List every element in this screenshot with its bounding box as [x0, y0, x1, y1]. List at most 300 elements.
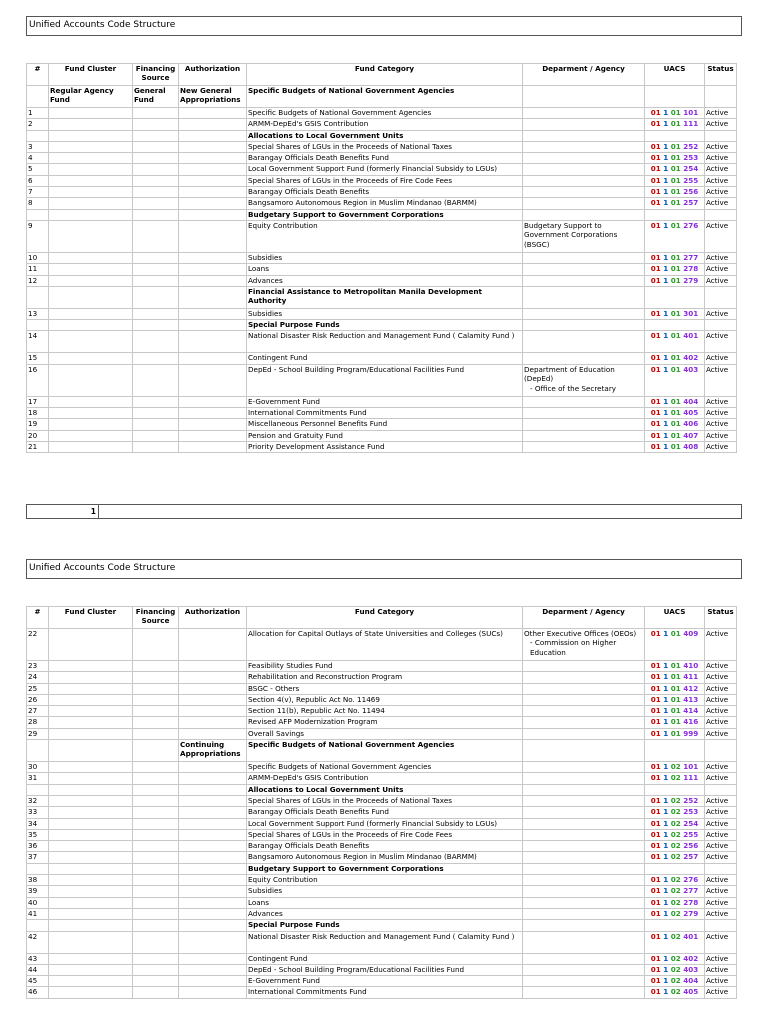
col-header-num: #	[27, 607, 49, 629]
financing-source-cell	[133, 430, 179, 441]
uacs-segment: 01	[650, 706, 661, 716]
uacs-code	[645, 897, 705, 908]
financing-source-cell	[133, 364, 179, 396]
uacs-segment: 1	[663, 264, 669, 274]
uacs-segment: 278	[683, 897, 699, 907]
uacs-segment: 01	[650, 672, 661, 682]
uacs-segment: 01	[650, 908, 661, 918]
authorization-cell	[179, 331, 247, 353]
status-cell: Active	[705, 264, 737, 275]
fund-cluster-cell	[49, 220, 133, 252]
uacs-code	[645, 198, 705, 209]
uacs-segment: 414	[683, 706, 699, 716]
category-heading: Budgetary Support to Government Corporations	[247, 209, 523, 220]
uacs-code	[645, 629, 705, 661]
financing-source-cell	[133, 807, 179, 818]
category-heading: Special Purpose Funds	[247, 920, 523, 931]
department-text: Other Executive Offices (OEOs)	[524, 629, 637, 638]
status-cell: Active	[705, 728, 737, 739]
financing-source-cell	[133, 897, 179, 908]
uacs-segment: 1	[663, 141, 669, 151]
department-text: Budgetary Support to Government Corporations (BSGC)	[524, 220, 618, 249]
uacs-segment: 411	[683, 672, 699, 682]
fund-category-cell: Special Shares of LGUs in the Proceeds of National Taxes	[247, 795, 523, 806]
uacs-segment: 277	[683, 252, 699, 262]
financing-source-cell: General Fund	[133, 86, 179, 108]
uacs-segment: 1	[663, 419, 669, 429]
uacs-segment: 02	[670, 953, 681, 963]
fund-cluster-cell	[49, 130, 133, 141]
page-2-title: Unified Accounts Code Structure	[26, 559, 742, 579]
department-cell	[523, 141, 645, 152]
fund-category-cell: Advances	[247, 275, 523, 286]
row-number: 2	[27, 119, 49, 130]
department-cell	[523, 419, 645, 430]
department-cell	[523, 795, 645, 806]
table-row	[27, 964, 737, 975]
row-number	[27, 740, 49, 762]
row-number: 13	[27, 308, 49, 319]
financing-source-cell	[133, 353, 179, 364]
uacs-segment: 1	[663, 408, 669, 418]
authorization-cell	[179, 320, 247, 331]
table-row	[27, 987, 737, 998]
uacs-segment: 1	[663, 908, 669, 918]
fund-category-cell: Section 11(b), Republic Act No. 11494	[247, 706, 523, 717]
uacs-segment: 01	[650, 175, 661, 185]
fund-category-cell: National Disaster Risk Reduction and Management Fund ( Calamity Fund )	[247, 931, 523, 953]
financing-source-cell	[133, 396, 179, 407]
uacs-code	[645, 408, 705, 419]
uacs-segment: 01	[650, 875, 661, 885]
uacs-code	[645, 119, 705, 130]
row-number: 25	[27, 683, 49, 694]
uacs-code	[645, 706, 705, 717]
authorization-cell	[179, 920, 247, 931]
uacs-segment: 252	[683, 141, 699, 151]
status-cell: Active	[705, 964, 737, 975]
status-cell: Active	[705, 441, 737, 452]
uacs-segment: 01	[670, 629, 681, 638]
fund-category-cell: Feasibility Studies Fund	[247, 661, 523, 672]
uacs-segment: 279	[683, 275, 699, 285]
department-cell	[523, 198, 645, 209]
uacs-segment: 404	[683, 976, 699, 986]
fund-cluster-cell	[49, 175, 133, 186]
uacs-code	[645, 164, 705, 175]
uacs-segment: 1	[663, 683, 669, 693]
uacs-segment: 01	[670, 396, 681, 406]
table-row	[27, 264, 737, 275]
uacs-code	[645, 275, 705, 286]
uacs-code	[645, 108, 705, 119]
authorization-cell	[179, 153, 247, 164]
authorization-cell	[179, 897, 247, 908]
financing-source-cell	[133, 331, 179, 353]
department-cell	[523, 396, 645, 407]
uacs-segment: 01	[670, 108, 681, 117]
uacs-segment: 255	[683, 829, 699, 839]
table-row	[27, 308, 737, 319]
authorization-cell	[179, 717, 247, 728]
financing-source-cell	[133, 875, 179, 886]
row-number	[27, 863, 49, 874]
uacs-segment: 02	[670, 987, 681, 997]
authorization-cell	[179, 419, 247, 430]
uacs-segment: 01	[650, 108, 661, 117]
uacs-code	[645, 784, 705, 795]
status-cell: Active	[705, 187, 737, 198]
fund-category-cell: Equity Contribution	[247, 220, 523, 252]
uacs-segment: 01	[670, 353, 681, 363]
uacs-segment: 01	[650, 153, 661, 163]
status-cell: Active	[705, 364, 737, 396]
uacs-segment: 1	[663, 852, 669, 862]
uacs-segment: 02	[670, 829, 681, 839]
uacs-segment: 403	[683, 364, 699, 374]
uacs-segment: 01	[650, 807, 661, 817]
fund-category-cell: Loans	[247, 264, 523, 275]
financing-source-cell	[133, 706, 179, 717]
uacs-segment: 1	[663, 672, 669, 682]
fund-cluster-cell: Regular Agency Fund	[49, 86, 133, 108]
category-heading-row	[27, 209, 737, 220]
uacs-segment: 01	[670, 153, 681, 163]
authorization-cell	[179, 762, 247, 773]
uacs-segment: 402	[683, 353, 699, 363]
category-heading: Budgetary Support to Government Corporations	[247, 863, 523, 874]
financing-source-cell	[133, 408, 179, 419]
financing-source-cell	[133, 795, 179, 806]
uacs-segment: 01	[650, 694, 661, 704]
uacs-code	[645, 964, 705, 975]
fund-cluster-cell	[49, 441, 133, 452]
fund-cluster-cell	[49, 198, 133, 209]
fund-category-cell: Special Shares of LGUs in the Proceeds of Fire Code Fees	[247, 175, 523, 186]
financing-source-cell	[133, 264, 179, 275]
fund-cluster-cell	[49, 141, 133, 152]
status-cell: Active	[705, 396, 737, 407]
row-number: 44	[27, 964, 49, 975]
department-cell	[523, 728, 645, 739]
financing-source-cell	[133, 153, 179, 164]
fund-cluster-cell	[49, 976, 133, 987]
authorization-cell	[179, 829, 247, 840]
authorization-cell	[179, 209, 247, 220]
uacs-segment: 276	[683, 875, 699, 885]
uacs-segment: 01	[650, 762, 661, 772]
uacs-segment: 1	[663, 164, 669, 174]
category-heading: Special Purpose Funds	[247, 320, 523, 331]
status-cell	[705, 920, 737, 931]
department-cell	[523, 886, 645, 897]
row-number: 40	[27, 897, 49, 908]
row-number	[27, 130, 49, 141]
table-row	[27, 728, 737, 739]
uacs-segment: 01	[650, 976, 661, 986]
table-row	[27, 875, 737, 886]
financing-source-cell	[133, 441, 179, 452]
uacs-code	[645, 976, 705, 987]
uacs-segment: 01	[670, 331, 681, 341]
uacs-segment: 01	[650, 419, 661, 429]
uacs-segment: 01	[650, 897, 661, 907]
department-cell	[523, 784, 645, 795]
financing-source-cell	[133, 908, 179, 919]
authorization-cell	[179, 187, 247, 198]
uacs-segment: 02	[670, 773, 681, 783]
uacs-segment: 01	[650, 683, 661, 693]
table-row	[27, 364, 737, 396]
fund-cluster-cell	[49, 875, 133, 886]
col-header-authorization: Authorization	[179, 607, 247, 629]
uacs-segment: 405	[683, 408, 699, 418]
uacs-code	[645, 141, 705, 152]
fund-cluster-cell	[49, 953, 133, 964]
row-number: 30	[27, 762, 49, 773]
department-cell	[523, 320, 645, 331]
table-row	[27, 164, 737, 175]
fund-category-cell: Advances	[247, 908, 523, 919]
category-heading-row	[27, 286, 737, 308]
financing-source-cell	[133, 286, 179, 308]
table-row	[27, 629, 737, 661]
authorization-cell	[179, 108, 247, 119]
fund-category-cell: E-Government Fund	[247, 976, 523, 987]
uacs-segment: 1	[663, 364, 669, 374]
uacs-segment: 101	[683, 762, 699, 772]
authorization-cell	[179, 130, 247, 141]
table-row	[27, 141, 737, 152]
uacs-segment: 01	[670, 364, 681, 374]
fund-cluster-cell	[49, 419, 133, 430]
uacs-segment: 111	[683, 773, 699, 783]
table-row	[27, 220, 737, 252]
uacs-code	[645, 153, 705, 164]
authorization-cell	[179, 706, 247, 717]
fund-cluster-cell	[49, 897, 133, 908]
uacs-segment: 410	[683, 661, 699, 670]
table-row	[27, 976, 737, 987]
uacs-segment: 01	[670, 119, 681, 129]
uacs-code	[645, 672, 705, 683]
authorization-cell	[179, 396, 247, 407]
table-row	[27, 353, 737, 364]
col-header-num: #	[27, 64, 49, 86]
fund-cluster-cell	[49, 353, 133, 364]
fund-cluster-cell	[49, 728, 133, 739]
row-number: 19	[27, 419, 49, 430]
row-number: 29	[27, 728, 49, 739]
uacs-segment: 01	[650, 773, 661, 783]
fund-cluster-cell	[49, 886, 133, 897]
uacs-segment: 01	[650, 818, 661, 828]
group-header-row	[27, 86, 737, 108]
authorization-cell	[179, 353, 247, 364]
table-row	[27, 198, 737, 209]
status-cell: Active	[705, 198, 737, 209]
uacs-segment: 01	[670, 275, 681, 285]
uacs-segment: 1	[663, 728, 669, 738]
fund-category-cell: Revised AFP Modernization Program	[247, 717, 523, 728]
department-cell	[523, 875, 645, 886]
uacs-segment: 01	[650, 220, 661, 230]
table-row	[27, 419, 737, 430]
uacs-segment: 1	[663, 353, 669, 363]
uacs-segment: 252	[683, 795, 699, 805]
fund-category-cell: Bangsamoro Autonomous Region in Muslim Mindanao (BARMM)	[247, 852, 523, 863]
authorization-cell	[179, 141, 247, 152]
uacs-segment: 02	[670, 875, 681, 885]
department-cell	[523, 897, 645, 908]
financing-source-cell	[133, 728, 179, 739]
department-cell	[523, 164, 645, 175]
status-cell: Active	[705, 331, 737, 353]
uacs-segment: 1	[663, 187, 669, 197]
uacs-segment: 01	[650, 264, 661, 274]
uacs-segment: 1	[663, 795, 669, 805]
uacs-segment: 401	[683, 331, 699, 341]
fund-cluster-cell	[49, 364, 133, 396]
status-cell	[705, 286, 737, 308]
row-number: 28	[27, 717, 49, 728]
fund-category-cell: National Disaster Risk Reduction and Management Fund ( Calamity Fund )	[247, 331, 523, 353]
uacs-segment: 02	[670, 931, 681, 941]
uacs-code	[645, 863, 705, 874]
authorization-cell	[179, 964, 247, 975]
uacs-segment: 01	[670, 187, 681, 197]
authorization-cell	[179, 164, 247, 175]
table-row	[27, 773, 737, 784]
financing-source-cell	[133, 275, 179, 286]
uacs-segment: 1	[663, 175, 669, 185]
col-header-uacs: UACS	[645, 607, 705, 629]
status-cell: Active	[705, 629, 737, 661]
status-cell: Active	[705, 976, 737, 987]
status-cell: Active	[705, 886, 737, 897]
uacs-segment: 01	[650, 408, 661, 418]
department-cell	[523, 762, 645, 773]
department-cell	[523, 908, 645, 919]
uacs-segment: 01	[670, 252, 681, 262]
uacs-code	[645, 875, 705, 886]
department-cell	[523, 818, 645, 829]
uacs-segment: 412	[683, 683, 699, 693]
fund-category-cell: Priority Development Assistance Fund	[247, 441, 523, 452]
fund-cluster-cell	[49, 706, 133, 717]
uacs-code	[645, 818, 705, 829]
row-number: 7	[27, 187, 49, 198]
row-number: 20	[27, 430, 49, 441]
authorization-cell	[179, 629, 247, 661]
uacs-segment: 01	[650, 964, 661, 974]
fund-cluster-cell	[49, 286, 133, 308]
row-number: 16	[27, 364, 49, 396]
row-number	[27, 320, 49, 331]
uacs-segment: 01	[670, 661, 681, 670]
uacs-segment: 277	[683, 886, 699, 896]
uacs-segment: 02	[670, 886, 681, 896]
row-number: 43	[27, 953, 49, 964]
department-cell	[523, 976, 645, 987]
department-cell	[523, 672, 645, 683]
uacs-segment: 01	[650, 987, 661, 997]
uacs-segment: 02	[670, 908, 681, 918]
uacs-segment: 255	[683, 175, 699, 185]
department-cell	[523, 153, 645, 164]
uacs-segment: 253	[683, 153, 699, 163]
uacs-segment: 406	[683, 419, 699, 429]
fund-cluster-cell	[49, 694, 133, 705]
fund-cluster-cell	[49, 807, 133, 818]
fund-cluster-cell	[49, 717, 133, 728]
category-heading-row	[27, 130, 737, 141]
status-cell: Active	[705, 661, 737, 672]
uacs-segment: 1	[663, 275, 669, 285]
page-number: 1	[27, 505, 99, 518]
uacs-code	[645, 795, 705, 806]
row-number: 17	[27, 396, 49, 407]
uacs-segment: 1	[663, 931, 669, 941]
uacs-code	[645, 931, 705, 953]
status-cell: Active	[705, 275, 737, 286]
uacs-segment: 1	[663, 331, 669, 341]
uacs-segment: 01	[650, 886, 661, 896]
uacs-code	[645, 807, 705, 818]
row-number: 21	[27, 441, 49, 452]
uacs-segment: 1	[663, 119, 669, 129]
fund-cluster-cell	[49, 396, 133, 407]
uacs-segment: 1	[663, 964, 669, 974]
uacs-code	[645, 264, 705, 275]
financing-source-cell	[133, 886, 179, 897]
row-number: 9	[27, 220, 49, 252]
table-row	[27, 829, 737, 840]
uacs-code	[645, 694, 705, 705]
department-cell	[523, 841, 645, 852]
table-row	[27, 275, 737, 286]
financing-source-cell	[133, 672, 179, 683]
uacs-segment: 01	[650, 829, 661, 839]
status-cell: Active	[705, 419, 737, 430]
status-cell: Active	[705, 308, 737, 319]
category-heading: Financial Assistance to Metropolitan Manila Development Authority	[247, 286, 523, 308]
uacs-segment: 1	[663, 773, 669, 783]
uacs-segment: 01	[650, 308, 661, 318]
fund-category-cell: Pension and Gratuity Fund	[247, 430, 523, 441]
uacs-segment: 02	[670, 807, 681, 817]
row-number: 15	[27, 353, 49, 364]
fund-category-cell: International Commitments Fund	[247, 408, 523, 419]
uacs-segment: 01	[650, 852, 661, 862]
authorization-cell	[179, 683, 247, 694]
fund-category-cell: Allocation for Capital Outlays of State Universities and Colleges (SUCs)	[247, 629, 523, 661]
fund-category-cell: Barangay Officials Death Benefits Fund	[247, 153, 523, 164]
fund-cluster-cell	[49, 275, 133, 286]
status-cell: Active	[705, 773, 737, 784]
fund-category-cell: Barangay Officials Death Benefits Fund	[247, 807, 523, 818]
authorization-cell	[179, 908, 247, 919]
uacs-segment: 01	[650, 795, 661, 805]
uacs-code	[645, 953, 705, 964]
uacs-segment: 401	[683, 931, 699, 941]
col-header-status: Status	[705, 64, 737, 86]
category-heading: Specific Budgets of National Government Agencies	[247, 86, 523, 108]
row-number: 11	[27, 264, 49, 275]
authorization-cell	[179, 275, 247, 286]
uacs-segment: 1	[663, 220, 669, 230]
uacs-code	[645, 419, 705, 430]
